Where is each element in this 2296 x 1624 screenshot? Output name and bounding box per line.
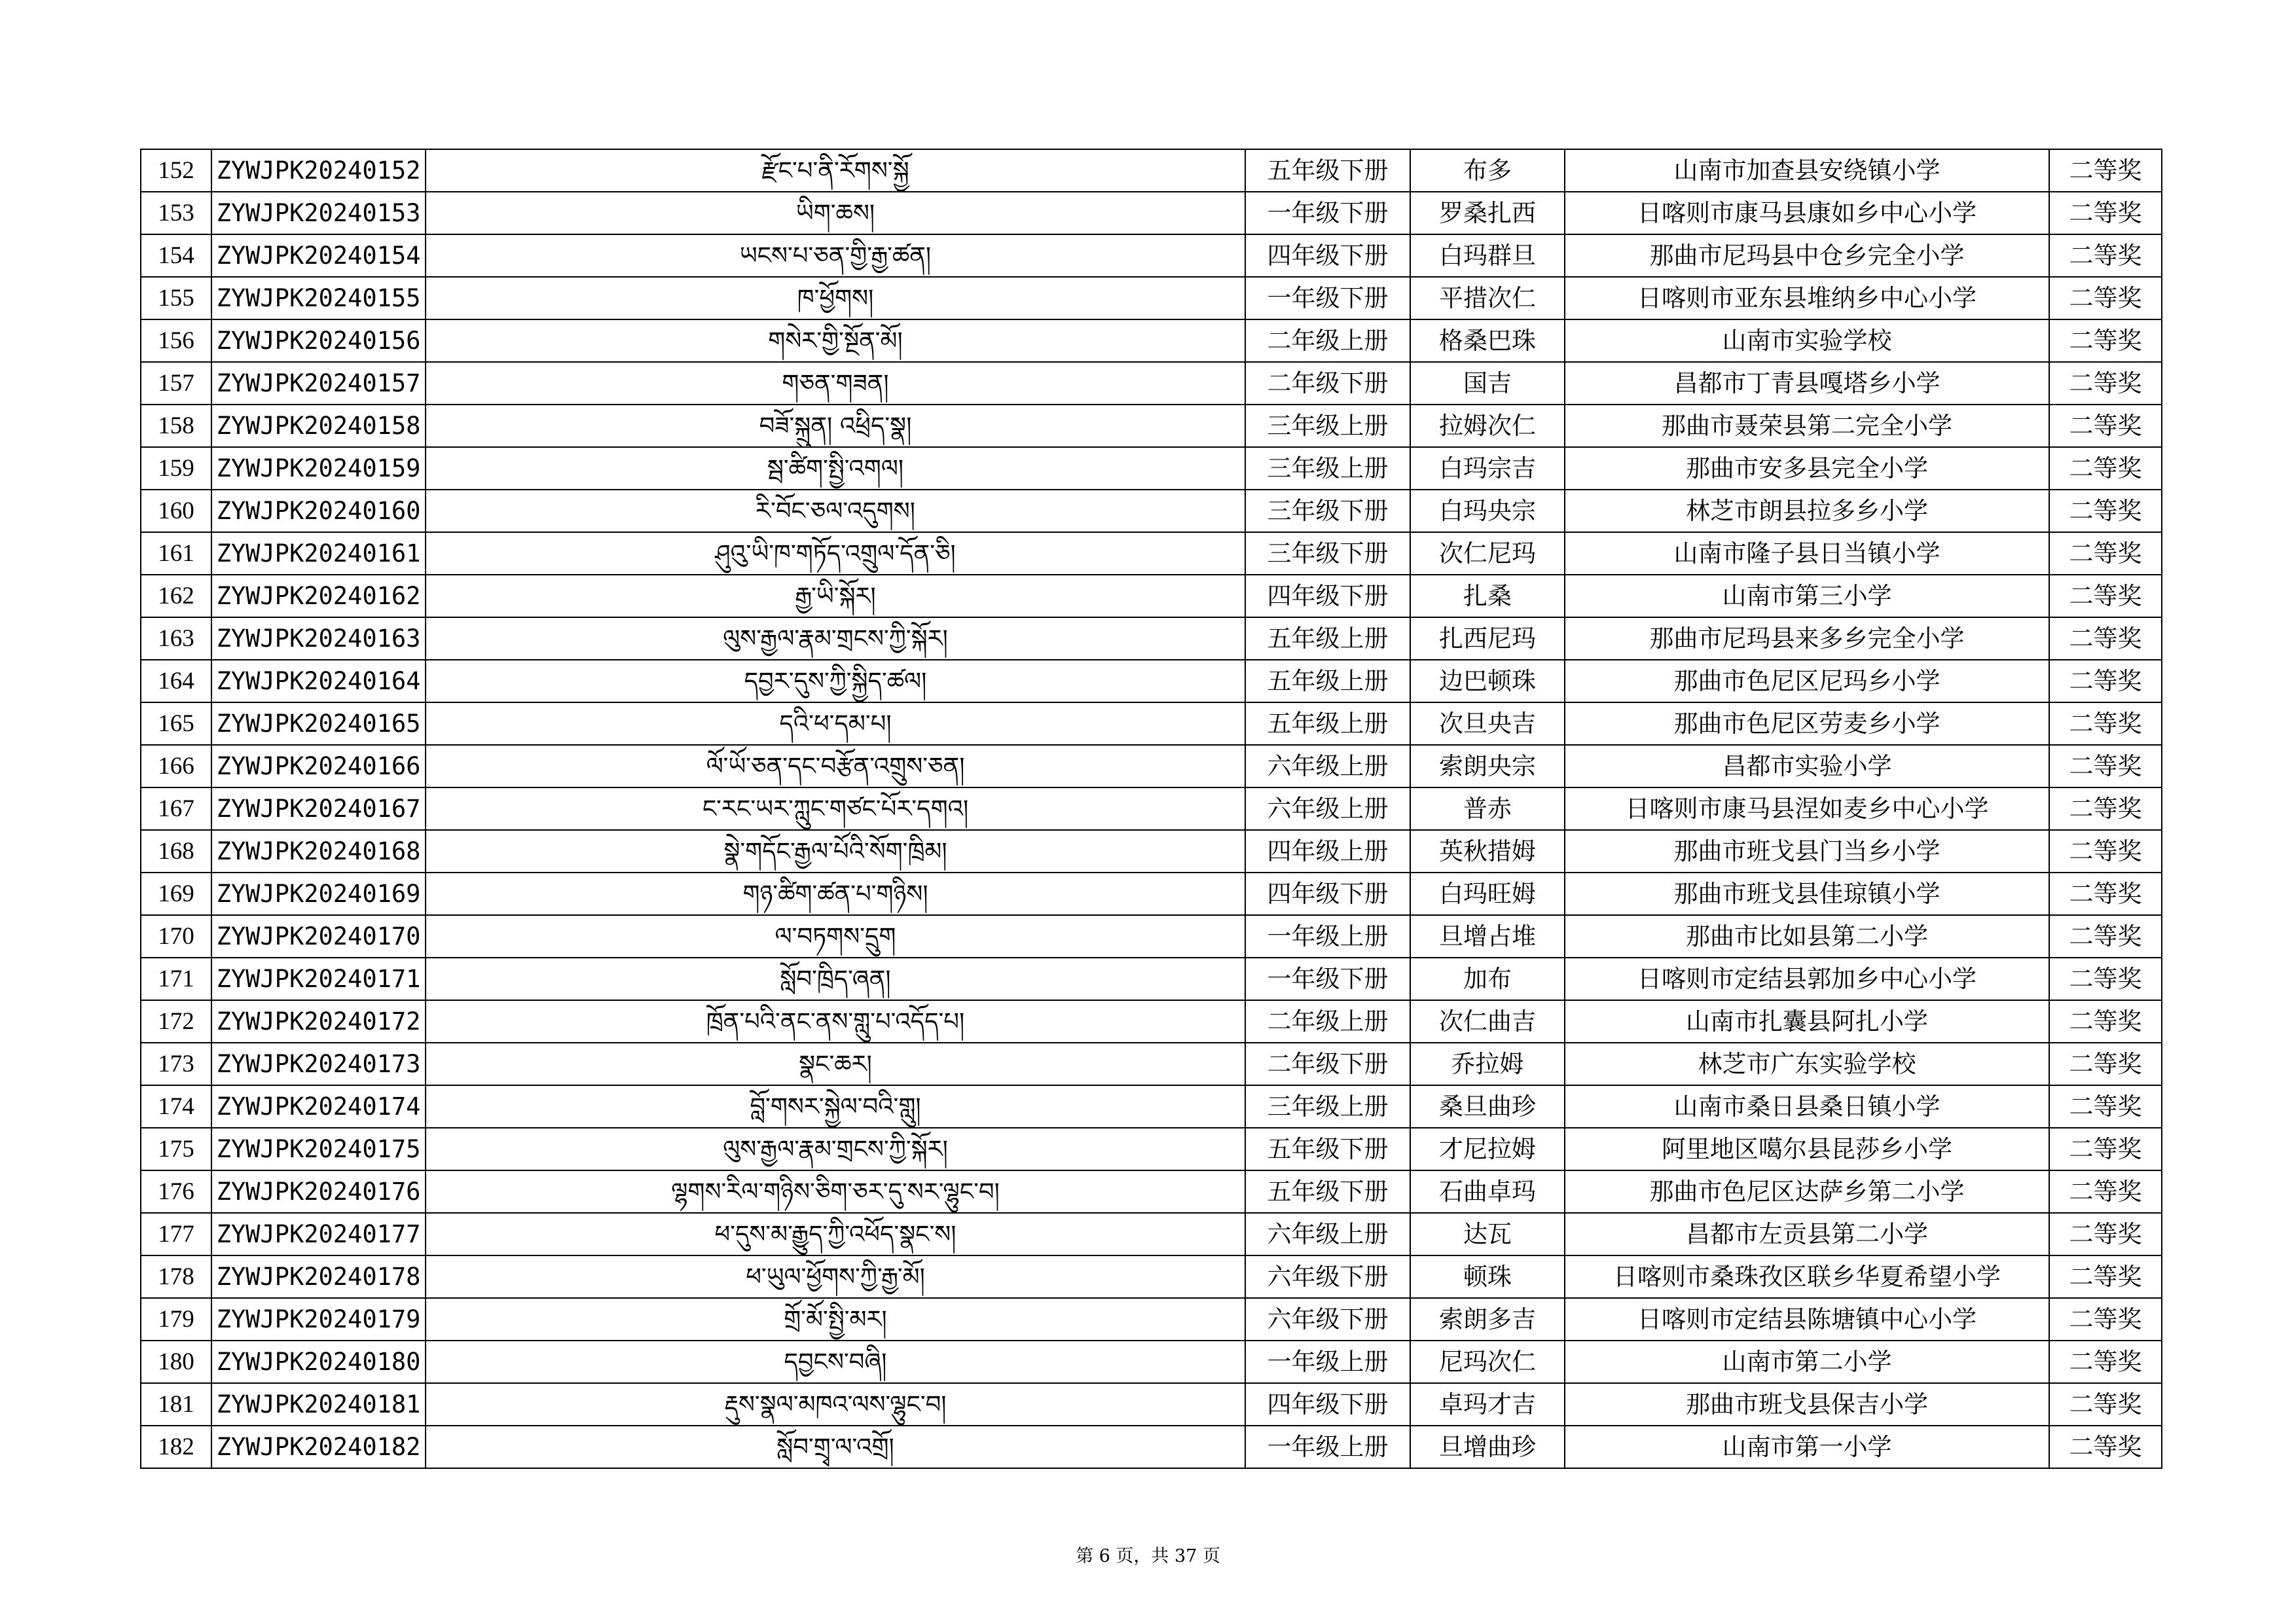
award-level-cell: 二等奖: [2049, 362, 2162, 405]
work-title-cell: ལ་བཏགས་དྲུག: [426, 915, 1245, 958]
grade-volume-cell: 一年级下册: [1245, 958, 1410, 1000]
work-title-cell: རི་བོང་ཅལ་འདུགས།: [426, 490, 1245, 532]
entry-id-cell: ZYWJPK20240168: [211, 830, 426, 873]
work-title-cell: ལུས་རྒྱལ་རྣམ་གྲངས་ཀྱི་སྐོར།: [426, 617, 1245, 660]
grade-volume-cell: 四年级下册: [1245, 234, 1410, 277]
entry-id-cell: ZYWJPK20240174: [211, 1085, 426, 1128]
table-row: [141, 1085, 2162, 1128]
school-name-cell: 那曲市尼玛县来多乡完全小学: [1565, 617, 2049, 660]
author-name-cell: 才尼拉姆: [1410, 1128, 1565, 1170]
work-title-cell: ང་རང་ཡར་ཀླུང་གཙང་པོར་དགའ།: [426, 787, 1245, 830]
awards-table: [140, 149, 2162, 1469]
grade-volume-cell: 三年级上册: [1245, 447, 1410, 490]
row-number-cell: 173: [141, 1043, 211, 1085]
work-title-cell: གཉ་ཚིག་ཚན་པ་གཉིས།: [426, 873, 1245, 915]
work-title-cell: ལུས་རྒྱལ་རྣམ་གྲངས་ཀྱི་སྐོར།: [426, 1128, 1245, 1170]
school-name-cell: 昌都市丁青县嘎塔乡小学: [1565, 362, 2049, 405]
award-level-cell: 二等奖: [2049, 575, 2162, 617]
row-number-cell: 157: [141, 362, 211, 405]
author-name-cell: 达瓦: [1410, 1213, 1565, 1255]
award-level-cell: 二等奖: [2049, 1426, 2162, 1468]
school-name-cell: 日喀则市定结县郭加乡中心小学: [1565, 958, 2049, 1000]
grade-volume-cell: 四年级下册: [1245, 873, 1410, 915]
grade-volume-cell: 三年级上册: [1245, 1085, 1410, 1128]
row-number-cell: 177: [141, 1213, 211, 1255]
school-name-cell: 日喀则市亚东县堆纳乡中心小学: [1565, 277, 2049, 319]
author-name-cell: 旦增占堆: [1410, 915, 1565, 958]
author-name-cell: 拉姆次仁: [1410, 405, 1565, 447]
grade-volume-cell: 三年级下册: [1245, 532, 1410, 575]
grade-volume-cell: 六年级下册: [1245, 1255, 1410, 1298]
entry-id-cell: ZYWJPK20240161: [211, 532, 426, 575]
work-title-cell: བཟོ་སྐྲུན། འཕྲིད་སྣ།: [426, 405, 1245, 447]
grade-volume-cell: 一年级上册: [1245, 1426, 1410, 1468]
award-level-cell: 二等奖: [2049, 660, 2162, 702]
grade-volume-cell: 五年级上册: [1245, 617, 1410, 660]
entry-id-cell: ZYWJPK20240155: [211, 277, 426, 319]
table-row: [141, 234, 2162, 277]
table-row: [141, 362, 2162, 405]
page-footer: 第 6 页，共 37 页: [1076, 1546, 1220, 1566]
school-name-cell: 山南市桑日县桑日镇小学: [1565, 1085, 2049, 1128]
school-name-cell: 那曲市班戈县佳琼镇小学: [1565, 873, 2049, 915]
work-title-cell: ལོ་ཡོ་ཅན་དང་བརྩོན་འགྲུས་ཅན།: [426, 745, 1245, 787]
row-number-cell: 154: [141, 234, 211, 277]
author-name-cell: 平措次仁: [1410, 277, 1565, 319]
entry-id-cell: ZYWJPK20240178: [211, 1255, 426, 1298]
table-row: [141, 1255, 2162, 1298]
award-level-cell: 二等奖: [2049, 1341, 2162, 1383]
table-row: [141, 1128, 2162, 1170]
work-title-cell: སྦ་ཚིག་སྤྱི་འགལ།: [426, 447, 1245, 490]
row-number-cell: 170: [141, 915, 211, 958]
school-name-cell: 那曲市比如县第二小学: [1565, 915, 2049, 958]
author-name-cell: 白玛群旦: [1410, 234, 1565, 277]
school-name-cell: 昌都市左贡县第二小学: [1565, 1213, 2049, 1255]
entry-id-cell: ZYWJPK20240171: [211, 958, 426, 1000]
school-name-cell: 山南市实验学校: [1565, 319, 2049, 362]
grade-volume-cell: 一年级上册: [1245, 1341, 1410, 1383]
grade-volume-cell: 六年级下册: [1245, 1298, 1410, 1341]
entry-id-cell: ZYWJPK20240156: [211, 319, 426, 362]
table-row: [141, 405, 2162, 447]
entry-id-cell: ZYWJPK20240169: [211, 873, 426, 915]
entry-id-cell: ZYWJPK20240175: [211, 1128, 426, 1170]
table-row: [141, 830, 2162, 873]
table-row: [141, 575, 2162, 617]
entry-id-cell: ZYWJPK20240163: [211, 617, 426, 660]
entry-id-cell: ZYWJPK20240180: [211, 1341, 426, 1383]
work-title-cell: དབྱངས་བཞི།: [426, 1341, 1245, 1383]
work-title-cell: སློབ་གྲྭ་ལ་འགྲོ།: [426, 1426, 1245, 1468]
entry-id-cell: ZYWJPK20240158: [211, 405, 426, 447]
author-name-cell: 罗桑扎西: [1410, 192, 1565, 234]
school-name-cell: 那曲市安多县完全小学: [1565, 447, 2049, 490]
row-number-cell: 181: [141, 1383, 211, 1426]
row-number-cell: 161: [141, 532, 211, 575]
author-name-cell: 乔拉姆: [1410, 1043, 1565, 1085]
table-row: [141, 319, 2162, 362]
row-number-cell: 172: [141, 1000, 211, 1043]
grade-volume-cell: 四年级下册: [1245, 575, 1410, 617]
table-row: [141, 1298, 2162, 1341]
row-number-cell: 176: [141, 1170, 211, 1213]
grade-volume-cell: 五年级下册: [1245, 149, 1410, 192]
work-title-cell: གྲོ་མོ་སྤྱི་མར།: [426, 1298, 1245, 1341]
award-level-cell: 二等奖: [2049, 490, 2162, 532]
award-level-cell: 二等奖: [2049, 873, 2162, 915]
entry-id-cell: ZYWJPK20240181: [211, 1383, 426, 1426]
work-title-cell: སྣེ་གདོང་རྒྱལ་པོའི་སོག་ཁྲིམ།: [426, 830, 1245, 873]
row-number-cell: 153: [141, 192, 211, 234]
entry-id-cell: ZYWJPK20240173: [211, 1043, 426, 1085]
school-name-cell: 那曲市聂荣县第二完全小学: [1565, 405, 2049, 447]
grade-volume-cell: 二年级下册: [1245, 1043, 1410, 1085]
grade-volume-cell: 四年级下册: [1245, 1383, 1410, 1426]
entry-id-cell: ZYWJPK20240182: [211, 1426, 426, 1468]
author-name-cell: 扎桑: [1410, 575, 1565, 617]
entry-id-cell: ZYWJPK20240179: [211, 1298, 426, 1341]
school-name-cell: 日喀则市康马县涅如麦乡中心小学: [1565, 787, 2049, 830]
school-name-cell: 日喀则市定结县陈塘镇中心小学: [1565, 1298, 2049, 1341]
entry-id-cell: ZYWJPK20240153: [211, 192, 426, 234]
entry-id-cell: ZYWJPK20240160: [211, 490, 426, 532]
award-level-cell: 二等奖: [2049, 1298, 2162, 1341]
work-title-cell: བློ་གསར་སྐྱེལ་བའི་གླུ།: [426, 1085, 1245, 1128]
table-row: [141, 192, 2162, 234]
table-row: [141, 1426, 2162, 1468]
school-name-cell: 林芝市广东实验学校: [1565, 1043, 2049, 1085]
row-number-cell: 175: [141, 1128, 211, 1170]
school-name-cell: 那曲市班戈县门当乡小学: [1565, 830, 2049, 873]
table-row: [141, 915, 2162, 958]
row-number-cell: 178: [141, 1255, 211, 1298]
author-name-cell: 索朗央宗: [1410, 745, 1565, 787]
author-name-cell: 白玛宗吉: [1410, 447, 1565, 490]
table-row: [141, 1170, 2162, 1213]
entry-id-cell: ZYWJPK20240157: [211, 362, 426, 405]
award-level-cell: 二等奖: [2049, 447, 2162, 490]
row-number-cell: 166: [141, 745, 211, 787]
award-level-cell: 二等奖: [2049, 532, 2162, 575]
work-title-cell: དའི་ཕ་དམ་པ།: [426, 702, 1245, 745]
row-number-cell: 163: [141, 617, 211, 660]
school-name-cell: 昌都市实验小学: [1565, 745, 2049, 787]
award-level-cell: 二等奖: [2049, 915, 2162, 958]
school-name-cell: 那曲市尼玛县中仓乡完全小学: [1565, 234, 2049, 277]
award-level-cell: 二等奖: [2049, 1085, 2162, 1128]
work-title-cell: ལྷགས་རིལ་གཉིས་ཅིག་ཅར་དུ་སར་ལྷུང་བ།: [426, 1170, 1245, 1213]
school-name-cell: 山南市加查县安绕镇小学: [1565, 149, 2049, 192]
row-number-cell: 162: [141, 575, 211, 617]
row-number-cell: 156: [141, 319, 211, 362]
author-name-cell: 尼玛次仁: [1410, 1341, 1565, 1383]
work-title-cell: ཡངས་པ་ཅན་གྱི་རྒྱ་ཚན།: [426, 234, 1245, 277]
work-title-cell: ཕ་ཡུལ་ཕྱོགས་ཀྱི་རྒྱ་མོ།: [426, 1255, 1245, 1298]
school-name-cell: 那曲市班戈县保吉小学: [1565, 1383, 2049, 1426]
work-title-cell: སྣང་ཆར།: [426, 1043, 1245, 1085]
school-name-cell: 那曲市色尼区尼玛乡小学: [1565, 660, 2049, 702]
table-row: [141, 660, 2162, 702]
table-row: [141, 958, 2162, 1000]
table-row: [141, 702, 2162, 745]
grade-volume-cell: 二年级上册: [1245, 1000, 1410, 1043]
school-name-cell: 山南市隆子县日当镇小学: [1565, 532, 2049, 575]
grade-volume-cell: 六年级上册: [1245, 745, 1410, 787]
row-number-cell: 182: [141, 1426, 211, 1468]
table-row: [141, 490, 2162, 532]
author-name-cell: 英秋措姆: [1410, 830, 1565, 873]
entry-id-cell: ZYWJPK20240162: [211, 575, 426, 617]
award-level-cell: 二等奖: [2049, 234, 2162, 277]
entry-id-cell: ZYWJPK20240152: [211, 149, 426, 192]
author-name-cell: 索朗多吉: [1410, 1298, 1565, 1341]
school-name-cell: 日喀则市康马县康如乡中心小学: [1565, 192, 2049, 234]
grade-volume-cell: 四年级上册: [1245, 830, 1410, 873]
award-level-cell: 二等奖: [2049, 149, 2162, 192]
row-number-cell: 160: [141, 490, 211, 532]
row-number-cell: 159: [141, 447, 211, 490]
author-name-cell: 白玛旺姆: [1410, 873, 1565, 915]
author-name-cell: 顿珠: [1410, 1255, 1565, 1298]
school-name-cell: 那曲市色尼区劳麦乡小学: [1565, 702, 2049, 745]
entry-id-cell: ZYWJPK20240177: [211, 1213, 426, 1255]
entry-id-cell: ZYWJPK20240164: [211, 660, 426, 702]
entry-id-cell: ZYWJPK20240172: [211, 1000, 426, 1043]
award-level-cell: 二等奖: [2049, 702, 2162, 745]
award-level-cell: 二等奖: [2049, 1043, 2162, 1085]
row-number-cell: 165: [141, 702, 211, 745]
award-level-cell: 二等奖: [2049, 405, 2162, 447]
school-name-cell: 山南市扎囊县阿扎小学: [1565, 1000, 2049, 1043]
work-title-cell: སློབ་ཁྲིད་ཞན།: [426, 958, 1245, 1000]
author-name-cell: 白玛央宗: [1410, 490, 1565, 532]
award-level-cell: 二等奖: [2049, 1000, 2162, 1043]
table-row: [141, 873, 2162, 915]
grade-volume-cell: 一年级下册: [1245, 277, 1410, 319]
award-level-cell: 二等奖: [2049, 830, 2162, 873]
school-name-cell: 山南市第一小学: [1565, 1426, 2049, 1468]
grade-volume-cell: 二年级上册: [1245, 319, 1410, 362]
grade-volume-cell: 五年级下册: [1245, 1128, 1410, 1170]
award-level-cell: 二等奖: [2049, 192, 2162, 234]
author-name-cell: 次仁尼玛: [1410, 532, 1565, 575]
author-name-cell: 桑旦曲珍: [1410, 1085, 1565, 1128]
row-number-cell: 158: [141, 405, 211, 447]
row-number-cell: 171: [141, 958, 211, 1000]
work-title-cell: རྡུས་སྣལ་མཁའ་ལས་ལྷུང་བ།: [426, 1383, 1245, 1426]
school-name-cell: 山南市第二小学: [1565, 1341, 2049, 1383]
work-title-cell: དབྱར་དུས་ཀྱི་སྐྱིད་ཚལ།: [426, 660, 1245, 702]
table-row: [141, 277, 2162, 319]
school-name-cell: 山南市第三小学: [1565, 575, 2049, 617]
school-name-cell: 那曲市色尼区达萨乡第二小学: [1565, 1170, 2049, 1213]
author-name-cell: 加布: [1410, 958, 1565, 1000]
row-number-cell: 164: [141, 660, 211, 702]
table-row: [141, 149, 2162, 192]
work-title-cell: རྫོང་པ་ནི་རོགས་སྐྱོ: [426, 149, 1245, 192]
award-level-cell: 二等奖: [2049, 1213, 2162, 1255]
author-name-cell: 格桑巴珠: [1410, 319, 1565, 362]
table-row: [141, 1341, 2162, 1383]
work-title-cell: ཤུའུ་ཡི་ཁ་གཏོད་འགྲུལ་དོན་ཅི།: [426, 532, 1245, 575]
grade-volume-cell: 五年级下册: [1245, 1170, 1410, 1213]
row-number-cell: 168: [141, 830, 211, 873]
awards-table-body: [141, 149, 2162, 1468]
work-title-cell: ཁྲོན་པའི་ནང་ནས་གླུ་པ་འདོད་པ།: [426, 1000, 1245, 1043]
table-row: [141, 447, 2162, 490]
school-name-cell: 日喀则市桑珠孜区联乡华夏希望小学: [1565, 1255, 2049, 1298]
table-row: [141, 532, 2162, 575]
work-title-cell: གསེར་གྱི་སྔོན་མོ།: [426, 319, 1245, 362]
entry-id-cell: ZYWJPK20240159: [211, 447, 426, 490]
school-name-cell: 林芝市朗县拉多乡小学: [1565, 490, 2049, 532]
table-row: [141, 787, 2162, 830]
work-title-cell: ཡིག་ཆས།: [426, 192, 1245, 234]
award-level-cell: 二等奖: [2049, 319, 2162, 362]
work-title-cell: གཅན་གཟན།: [426, 362, 1245, 405]
work-title-cell: ཁ་ཕྱོགས།: [426, 277, 1245, 319]
award-level-cell: 二等奖: [2049, 277, 2162, 319]
award-level-cell: 二等奖: [2049, 745, 2162, 787]
grade-volume-cell: 二年级下册: [1245, 362, 1410, 405]
work-title-cell: ཕ་དུས་མ་རྒྱུད་ཀྱི་འཕོད་སྣང་ས།: [426, 1213, 1245, 1255]
table-row: [141, 1000, 2162, 1043]
row-number-cell: 179: [141, 1298, 211, 1341]
grade-volume-cell: 三年级上册: [1245, 405, 1410, 447]
row-number-cell: 180: [141, 1341, 211, 1383]
author-name-cell: 普赤: [1410, 787, 1565, 830]
award-level-cell: 二等奖: [2049, 958, 2162, 1000]
table-row: [141, 745, 2162, 787]
grade-volume-cell: 三年级下册: [1245, 490, 1410, 532]
table-row: [141, 1043, 2162, 1085]
author-name-cell: 卓玛才吉: [1410, 1383, 1565, 1426]
author-name-cell: 边巴顿珠: [1410, 660, 1565, 702]
table-row: [141, 1383, 2162, 1426]
grade-volume-cell: 一年级上册: [1245, 915, 1410, 958]
award-level-cell: 二等奖: [2049, 1170, 2162, 1213]
row-number-cell: 155: [141, 277, 211, 319]
table-row: [141, 617, 2162, 660]
grade-volume-cell: 六年级上册: [1245, 787, 1410, 830]
grade-volume-cell: 五年级上册: [1245, 702, 1410, 745]
grade-volume-cell: 五年级上册: [1245, 660, 1410, 702]
entry-id-cell: ZYWJPK20240167: [211, 787, 426, 830]
author-name-cell: 布多: [1410, 149, 1565, 192]
row-number-cell: 174: [141, 1085, 211, 1128]
entry-id-cell: ZYWJPK20240166: [211, 745, 426, 787]
entry-id-cell: ZYWJPK20240176: [211, 1170, 426, 1213]
award-level-cell: 二等奖: [2049, 617, 2162, 660]
row-number-cell: 152: [141, 149, 211, 192]
entry-id-cell: ZYWJPK20240154: [211, 234, 426, 277]
award-level-cell: 二等奖: [2049, 1128, 2162, 1170]
entry-id-cell: ZYWJPK20240170: [211, 915, 426, 958]
work-title-cell: རྒྱ་ཡི་སྐོར།: [426, 575, 1245, 617]
award-level-cell: 二等奖: [2049, 1383, 2162, 1426]
entry-id-cell: ZYWJPK20240165: [211, 702, 426, 745]
row-number-cell: 169: [141, 873, 211, 915]
author-name-cell: 石曲卓玛: [1410, 1170, 1565, 1213]
author-name-cell: 旦增曲珍: [1410, 1426, 1565, 1468]
author-name-cell: 次旦央吉: [1410, 702, 1565, 745]
grade-volume-cell: 一年级下册: [1245, 192, 1410, 234]
author-name-cell: 扎西尼玛: [1410, 617, 1565, 660]
award-level-cell: 二等奖: [2049, 787, 2162, 830]
table-row: [141, 1213, 2162, 1255]
grade-volume-cell: 六年级上册: [1245, 1213, 1410, 1255]
author-name-cell: 国吉: [1410, 362, 1565, 405]
author-name-cell: 次仁曲吉: [1410, 1000, 1565, 1043]
award-level-cell: 二等奖: [2049, 1255, 2162, 1298]
school-name-cell: 阿里地区噶尔县昆莎乡小学: [1565, 1128, 2049, 1170]
row-number-cell: 167: [141, 787, 211, 830]
